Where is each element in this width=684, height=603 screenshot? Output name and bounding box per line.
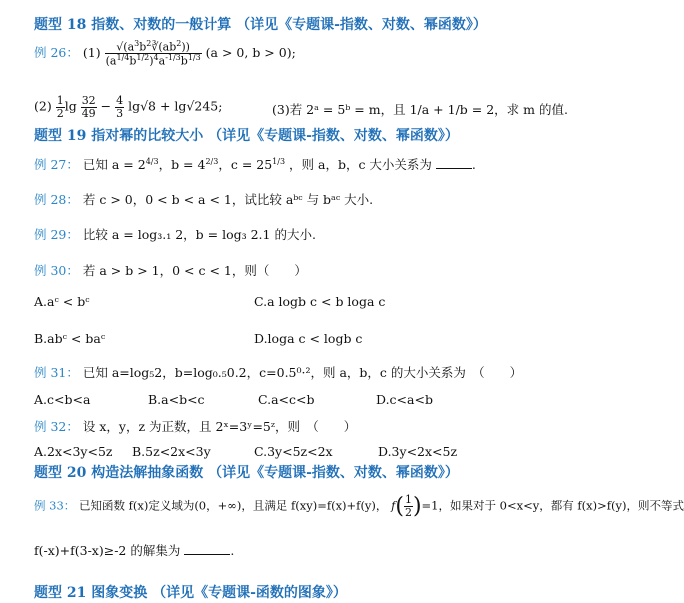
frac-32-49: $\frac{32}{49}$ (81, 94, 96, 120)
example-32-option-d: D.3y<2x<5z (378, 444, 458, 459)
part1-prefix: (1) (82, 45, 101, 61)
example-33-line2-text: f(-x)+f(3-x)≥-2 的解集为 (34, 543, 181, 558)
part2-expr: lg√8 + lg√245; (128, 98, 223, 114)
example-32-option-b: B.5z<2x<3y (132, 444, 211, 459)
example-31-option-a: A.c<b<a (34, 392, 91, 407)
frac-half: $\frac{1}{2}$ (56, 94, 64, 120)
heading-20-num: 题型 20 (34, 465, 87, 481)
example-32-option-a: A.2x<3y<5z (34, 444, 113, 459)
heading-19 (34, 125, 459, 145)
example-31-option-b: B.a<b<c (148, 392, 205, 407)
example-28-text: 若 c > 0，0 < b < a < 1，试比较 aᵇᶜ 与 bᵃᶜ 大小. (82, 192, 374, 207)
example-31-option-d: D.c<a<b (376, 392, 433, 407)
example-33-tail: =1，如果对于 0<x<y，都有 f(x)>f(y)，则不等式 (421, 498, 684, 513)
frac-4-3: $\frac{4}{3}$ (116, 94, 124, 120)
heading-21-num: 题型 21 (34, 585, 87, 601)
heading-18 (34, 14, 487, 34)
example-32-label: 例 32： (34, 419, 79, 434)
example-26-part2: (2) $\frac{1}{2}$ lg $\frac{32}{49}$ − $\frac{4}{3}$ lg√8 + lg√245; (34, 94, 223, 120)
heading-18-title: 指数、对数的一般计算 (91, 17, 232, 33)
answer-blank (436, 168, 472, 169)
example-28 (34, 190, 373, 208)
example-30-option-c: C.a logb c < b loga c (254, 294, 386, 309)
example-26-label: 例 26： (34, 45, 79, 61)
example-30 (34, 261, 307, 279)
example-30-text: 若 a > b > 1，0 < c < 1，则（ ） (82, 263, 307, 278)
example-32-option-c: C.3y<5z<2x (254, 444, 333, 459)
heading-18-ref: （详见《专题课-指数、对数、幂函数》） (236, 17, 487, 33)
heading-18-num: 题型 18 (34, 17, 87, 33)
example-27: 例 27： 已知 $a = 2^{4/3}$，$b = 4^{2/3}$，$c = 25^{1/3}$ ，则 a，b，c 大小关系为 . (34, 156, 476, 172)
example-26-part3: (3)若 2ᵃ = 5ᵇ = m，且 1/a + 1/b = 2，求 m 的值. (272, 102, 568, 117)
example-30-option-a: A.aᶜ < bᶜ (34, 294, 90, 309)
example-30-option-b: B.abᶜ < baᶜ (34, 331, 106, 346)
heading-19-ref: （详见《专题课-指数、对数、幂函数》） (208, 128, 459, 144)
example-26-part1 (34, 40, 296, 67)
heading-21-title: 图象变换 (91, 585, 148, 601)
example-33-line2: f(-x)+f(3-x)≥-2 的解集为 . (34, 543, 235, 558)
example-33: 例 33： 已知函数 f(x)定义域为(0，+∞)，且满足 f(xy)=f(x)+f(y)， f( $\frac{1}{2}$ )=1，如果对于 0<x<y，都有 f(x)>f(y)，则不等式 (34, 493, 684, 519)
example-27-label: 例 27： (34, 157, 79, 172)
part2-prefix: (2) (34, 98, 52, 114)
example-31-label: 例 31： (34, 365, 79, 380)
part1-condition: (a > 0, b > 0); (205, 45, 296, 61)
example-31-option-c: C.a<c<b (258, 392, 315, 407)
answer-blank-33 (184, 554, 230, 555)
example-30-option-d: D.loga c < logb c (254, 331, 363, 346)
example-29-text: 比较 a = log₃.₁ 2，b = log₃ 2.1 的大小. (82, 227, 316, 242)
example-27-text: 已知 (82, 157, 108, 172)
example-31-text: 已知 a=log₅2，b=log₀.₅0.2，c=0.5⁰·²，则 a，b，c 的大小关系为 （ ） (82, 365, 523, 380)
heading-20-title: 构造法解抽象函数 (91, 465, 204, 481)
heading-21-ref: （详见《专题课-函数的图象》） (152, 585, 347, 601)
heading-21 (34, 582, 347, 602)
example-33-text: 已知函数 f(x)定义域为(0，+∞)，且满足 f(xy)=f(x)+f(y)， (78, 498, 388, 513)
heading-19-num: 题型 19 (34, 128, 87, 144)
example-30-label: 例 30： (34, 263, 79, 278)
example-32-text: 设 x，y，z 为正数，且 2ˣ=3ʸ=5ᶻ，则 （ ） (82, 419, 357, 434)
example-27-tail: ，则 a，b，c 大小关系为 (289, 157, 432, 172)
example-29 (34, 225, 316, 243)
formula-fraction: $\frac{√(a^3b^2∛(ab^2))}{(a^{1/4}b^{1/2})^4a^{-1/3}b^{1/3}}$ (105, 39, 201, 68)
example-32 (34, 417, 356, 435)
heading-20 (34, 462, 459, 482)
example-28-label: 例 28： (34, 192, 79, 207)
frac-1-2: $\frac{1}{2}$ (404, 493, 412, 519)
heading-19-title: 指对幂的比较大小 (91, 128, 204, 144)
example-31 (34, 363, 522, 381)
example-33-label: 例 33： (34, 498, 76, 513)
example-29-label: 例 29： (34, 227, 79, 242)
heading-20-ref: （详见《专题课-指数、对数、幂函数》） (208, 465, 459, 481)
